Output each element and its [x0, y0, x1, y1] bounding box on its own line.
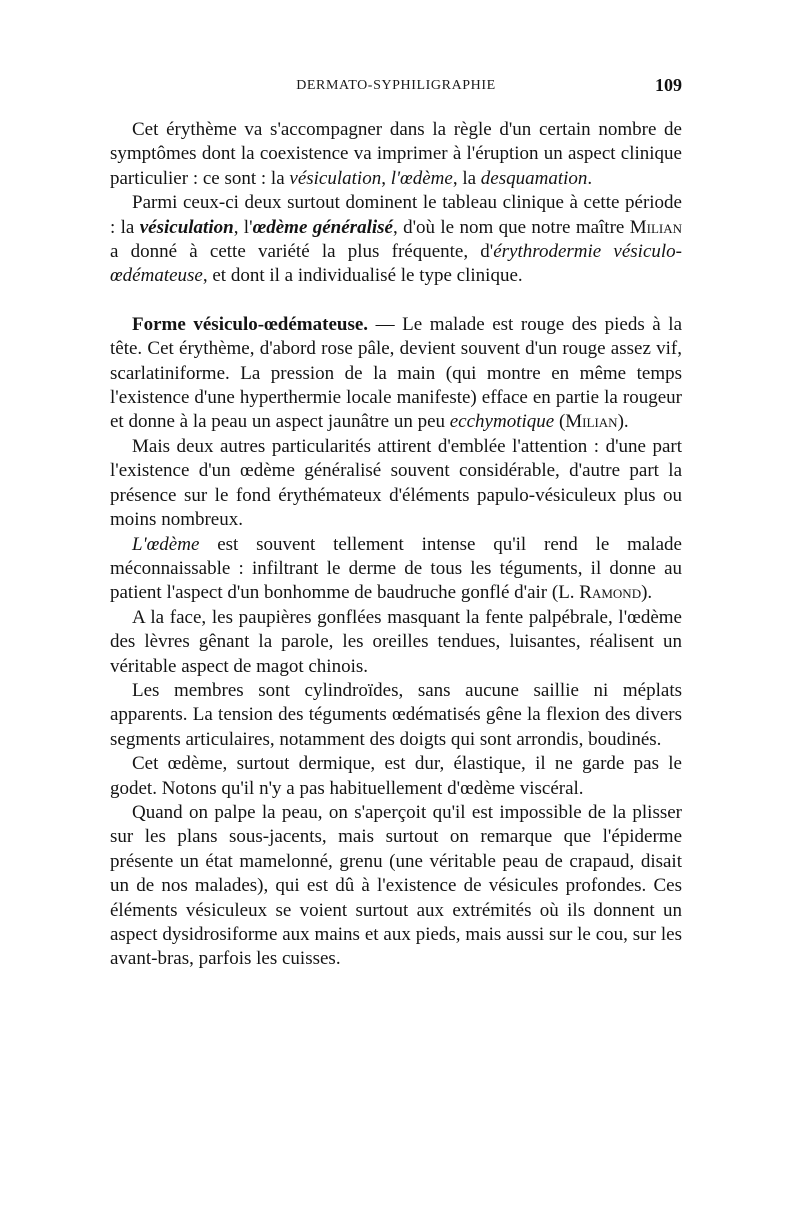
text-run: Mais deux autres particularités attirent d'emblée l'attention : d'une part l'existence d'un œdème généralisé souvent considérable, d'autre part la présence sur le fond érythémateux d'éléments papulo-vésiculeux plus ou moins nombreux.	[110, 435, 682, 531]
text-run: (	[554, 411, 566, 433]
italic-term: vésiculation	[289, 167, 382, 189]
text-run: Cet œdème, surtout dermique, est dur, élastique, il ne garde pas le godet. Notons qu'il n'y a pas habituellement d'œdème viscéral.	[110, 753, 682, 799]
paragraph-symptoms	[110, 191, 682, 289]
section-heading: Forme vésiculo-œdémateuse.	[132, 313, 369, 335]
text-run: , et dont il a individualisé le type clinique.	[202, 265, 523, 287]
paragraph-face	[110, 606, 682, 679]
text-run: est souvent tellement intense qu'il rend le malade méconnaissable : infiltrant le derme de tous les téguments, il donne au patient l'aspect d'un bonhomme de baudruche gonflé d'air (	[110, 533, 682, 604]
paragraph-palpation	[110, 801, 682, 972]
text-run: , l'	[233, 216, 253, 238]
text-run: Les membres sont cylindroïdes, sans aucune saillie ni méplats apparents. La tension des téguments œdématisés gêne la flexion des divers segments articulaires, notamment des doigts qui sont arrondis, boudinés.	[110, 679, 682, 750]
page-number: 109	[655, 75, 682, 95]
paragraph-section-forme	[110, 313, 682, 435]
italic-term: desquamation	[480, 167, 588, 189]
text-run: , la	[452, 167, 481, 189]
text-run: .	[587, 167, 593, 189]
body-text	[110, 118, 682, 972]
author-name: Milian	[565, 411, 618, 433]
text-run: a donné à cette variété la plus fréquente, d'	[110, 241, 494, 263]
running-title: DERMATO-SYPHILIGRAPHIE	[296, 78, 496, 93]
italic-term: ecchymotique	[449, 411, 555, 433]
text-run: Cet érythème va s'accompagner dans la règle d'un certain nombre de symptômes dont la coexistence va imprimer à l'éruption un aspect clinique particulier : ce sont : la	[110, 119, 682, 189]
text-run: Quand on palpe la peau, on s'aperçoit qu'il est impossible de la plisser sur les plans sous-jacents, mais surtout on remarque que l'épiderme présente un état mamelonné, grenu (une véritable peau de crapaud, disait un de nos malades), qui est dû à l'existence de vésicules profondes. Ces éléments vésiculeux se voient surtout aux extrémités où ils donnent un aspect dysidrosiforme aux mains et aux pieds, mais aussi sur le cou, sur les avant-bras, parfois les cuisses.	[110, 801, 682, 970]
author-name: L. Ramond	[558, 582, 642, 604]
paragraph-membres	[110, 679, 682, 752]
author-name: Milian	[629, 216, 683, 238]
text-run: ).	[617, 411, 629, 433]
italic-term: œdème généralisé	[252, 216, 393, 238]
text-run: ).	[641, 582, 653, 604]
italic-term: l'œdème	[390, 167, 453, 189]
text-run: — Le malade est rouge des pieds à la tête. Cet érythème, d'abord rose pâle, devient souvent d'un rouge assez vif, scarlatiniforme. La pression de la main (qui montre en même temps l'existence d'une hyperthermie locale manifeste) efface en partie la rougeur et donne à la peau un aspect jaunâtre un peu	[110, 313, 683, 433]
italic-term: érythrodermie vésiculo-œdémateuse	[110, 241, 682, 287]
text-run: A la face, les paupières gonflées masquant la fente palpébrale, l'œdème des lèvres gênant la parole, les oreilles tendues, luisantes, réalisent un véritable aspect de magot chinois.	[110, 606, 682, 677]
paragraph-oedeme	[110, 533, 682, 606]
paragraph-particularites	[110, 435, 682, 533]
text-run: ,	[381, 167, 391, 189]
italic-term: vésiculation	[139, 216, 234, 238]
italic-term: L'œdème	[132, 533, 200, 555]
text-run: Parmi ceux-ci deux surtout dominent le tableau clinique à cette période : la	[110, 192, 682, 238]
paragraph-intro	[110, 118, 682, 191]
text-run: , d'où le nom que notre maître	[392, 216, 630, 238]
paragraph-dermique	[110, 752, 682, 801]
page-header	[110, 75, 682, 100]
